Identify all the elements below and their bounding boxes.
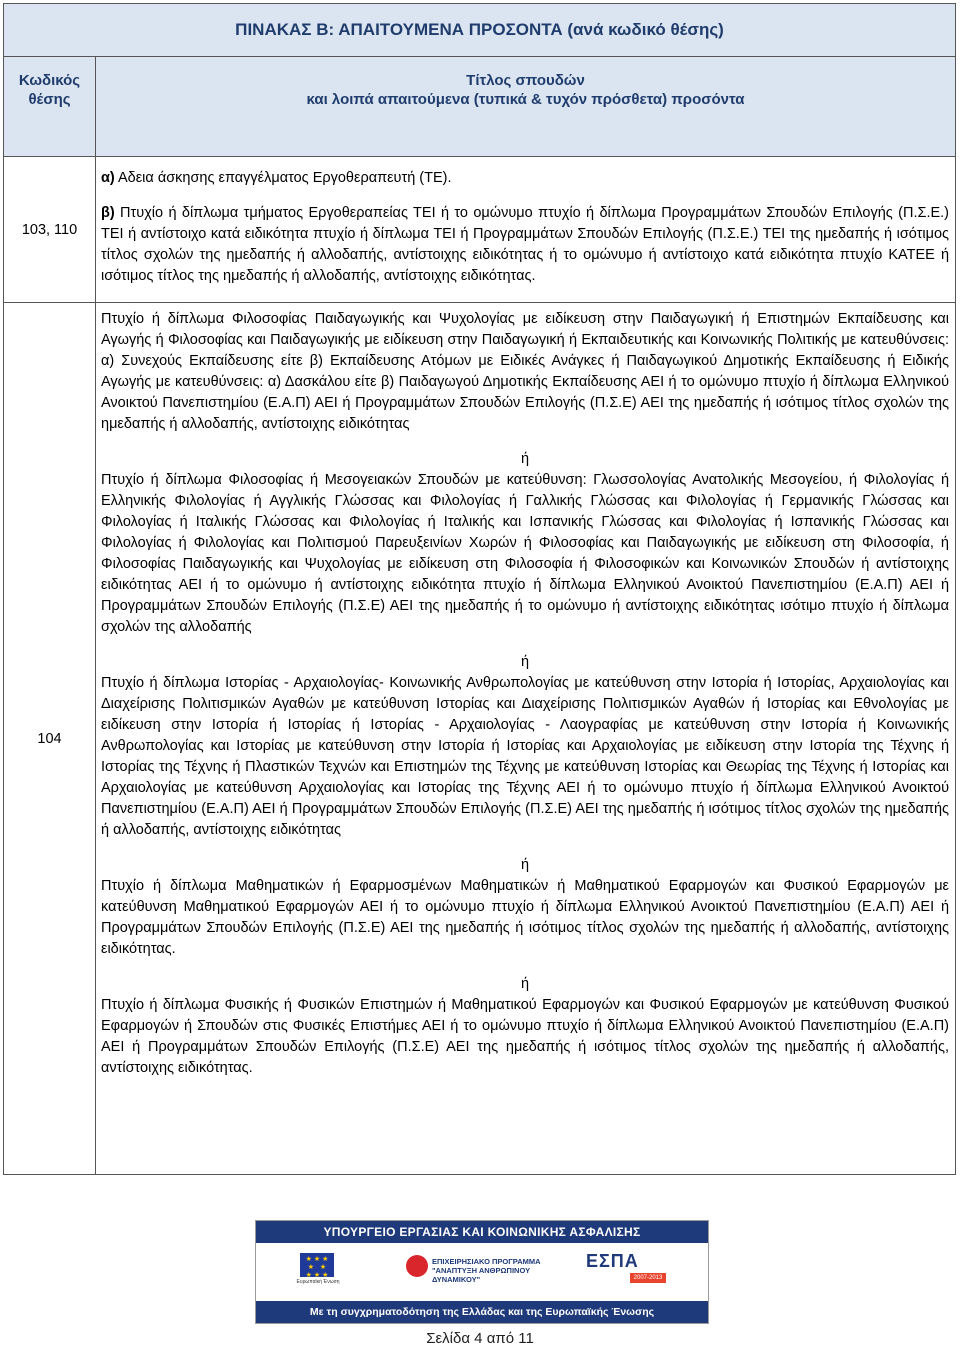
requirement-b-label: β) xyxy=(101,205,115,221)
or-separator: ή xyxy=(520,976,530,992)
requirement-a-label: α) xyxy=(101,170,115,186)
header-code xyxy=(4,57,96,157)
degree-paragraph: Πτυχίο ή δίπλωμα Ιστορίας - Αρχαιολογίας- Κοινωνικής Ανθρωπολογίας με κατεύθυνση στην Ιστορία ή Ιστορίας, Αρχαιολογίας και Διαχείρισης Πολιτισμικών Αγαθών με κατεύθυνση Ιστορίας και Διαχείρισης Πολιτισμικών Αγαθών ή Ιστορίας και Εθνολογίας με ειδίκευση στην Ιστορία ή Ιστορίας ή Ιστορίας - Αρχαιολογίας - Λαογραφίας με κατεύθυνση στην Ιστορία ή Κοινωνικής Ανθρωπολογίας και Ιστορίας με κατεύθυνση στην Ιστορία ή Ιστορίας και Αρχαιολογίας με ειδίκευση στην Ιστορία της Τέχνης ή Ιστορίας της Τέχνης ή Πλαστικών Τεχνών και Επιστημών της Τέχνης με κατεύθυνση Ιστορίας και Θεωρίας της Τέχνης ή Ιστορίας και Αρχαιολογίας με κατεύθυνση Αρχαιολογίας και Ιστορίας της Τέχνης ΑΕΙ ή το ομώνυμο πτυχίο ή δίπλωμα Ελληνικού Ανοικτού Πανεπιστημίου (Ε.Α.Π) ΑΕΙ ή Προγραμμάτων Σπουδών Επιλογής (Π.Σ.Ε) ΑΕΙ της ημεδαπής ή ισότιμος τίτλος σχολών της ημεδαπής ή αλλοδαπής, αντίστοιχης ειδικότητας xyxy=(101,675,950,838)
requirement-b xyxy=(101,203,949,287)
eu-flag-icon: ★ ★ ★ ★ ★ ★ ★ ★ xyxy=(300,1253,334,1277)
page-number: Σελίδα 4 από 11 xyxy=(426,1330,534,1347)
header-title-line1: Τίτλος σπουδών xyxy=(466,72,585,89)
program-logo-icon xyxy=(406,1255,428,1277)
requirement-a xyxy=(101,168,949,189)
header-code-line2: θέσης xyxy=(28,91,71,108)
position-code: 103, 110 xyxy=(4,157,96,303)
table-title: ΠΙΝΑΚΑΣ Β: ΑΠΑΙΤΟΥΜΕΝΑ ΠΡΟΣΟΝΤΑ (ανά κωδικό θέσης) xyxy=(4,4,956,57)
funding-logo-banner xyxy=(255,1220,709,1324)
requirement-b-text: Πτυχίο ή δίπλωμα τμήματος Εργοθεραπείας ΤΕΙ ή το ομώνυμο πτυχίο ή δίπλωμα Προγραμμάτων Σπουδών Επιλογής (Π.Σ.Ε.) ΤΕΙ ή αντίστοιχο κατά ειδικότητα πτυχίο ή δίπλωμα ΤΕΙ ή Προγραμμάτων Σπουδών Επιλογής (Π.Σ.Ε.) ΤΕΙ της ημεδαπής ή ισότιμος τίτλος σχολών της ημεδαπής ή αλλοδαπής, αντίστοιχης ειδικότητας ή το ομώνυμο ή αντίστοιχο κατά ειδικότητα πτυχίο ΚΑΤΕΕ ή ισότιμος τίτλος της ημεδαπής ή αλλοδαπής, αντίστοιχης ειδικότητας. xyxy=(101,205,950,284)
requirements-table xyxy=(3,3,956,1175)
requirements-text xyxy=(96,303,956,1175)
eu-label: Ευρωπαϊκή Ένωση xyxy=(296,1279,340,1285)
program-text: ΕΠΙΧΕΙΡΗΣΙΑΚΟ ΠΡΟΓΡΑΜΜΑ "ΑΝΑΠΤΥΞΗ ΑΝΘΡΩΠΙΝΟΥ ΔΥΝΑΜΙΚΟΥ" xyxy=(432,1257,541,1284)
position-code: 104 xyxy=(4,303,96,1175)
header-code-line1: Κωδικός xyxy=(18,72,81,89)
degree-paragraph: Πτυχίο ή δίπλωμα Φυσικής ή Φυσικών Επιστημών ή Μαθηματικού Εφαρμογών και Φυσικού Εφαρμογών με κατεύθυνση Φυσικού Εφαρμογών ή Σπουδών στις Φυσικές Επιστήμες ΑΕΙ ή το ομώνυμο πτυχίο ή δίπλωμα Ελληνικού Ανοικτού Πανεπιστημίου (Ε.Α.Π) ΑΕΙ ή Προγραμμάτων Σπουδών Επιλογής (Π.Σ.Ε) ΑΕΙ της ημεδαπής ή ισότιμος τίτλος σχολών της ημεδαπής ή αλλοδαπής, αντίστοιχης ειδικότητας. xyxy=(101,997,950,1076)
requirements-text xyxy=(96,157,956,303)
espa-text: ΕΣΠΑ xyxy=(586,1251,639,1271)
header-title xyxy=(96,57,956,157)
table-row xyxy=(4,157,956,303)
degree-paragraph: Πτυχίο ή δίπλωμα Φιλοσοφίας ή Μεσογειακών Σπουδών με κατεύθυνση: Γλωσσολογίας Ανατολικής Μεσογείου, ή Φιλολογίας ή Ελληνικής Φιλολογίας ή Αγγλικής Γλώσσας και Φιλολογίας ή Γαλλικής Γλώσσας και Φιλολογίας ή Γερμανικής Γλώσσας και Φιλολογίας ή Ιταλικής Γλώσσας και Φιλολογίας ή Ιταλικής και Ισπανικής Γλώσσας και Φιλολογίας ή Ισπανικής Γλώσσας και Φιλολογίας ή Φιλολογίας και Πολιτισμού Παρευξεινίων Χωρών ή Φιλοσοφίας και Παιδαγωγικής με ειδίκευση στη Φιλοσοφία, ή Φιλοσοφίας Παιδαγωγικής και Ψυχολογίας με ειδίκευση στη Φιλοσοφία ή Φιλοσοφικών και Κοινωνικών Σπουδών ή αντίστοιχης ειδικότητας ΑΕΙ ή το ομώνυμο ή αντίστοιχης ειδικότητα πτυχίο ή δίπλωμα Ελληνικού Ανοικτού Πανεπιστημίου (Ε.Α.Π) ΑΕΙ ή Προγραμμάτων Σπουδών Επιλογής (Π.Σ.Ε) ΑΕΙ της ημεδαπής ή το ομώνυμο ή αντίστοιχης ειδικότητας ισότιμο πτυχίο ή δίπλωμα σχολών της αλλοδαπής xyxy=(101,472,950,635)
degree-paragraph: Πτυχίο ή δίπλωμα Φιλοσοφίας Παιδαγωγικής και Ψυχολογίας με ειδίκευση στην Παιδαγωγική ή Επιστημών Εκπαίδευσης και Αγωγής ή Φιλοσοφίας και Παιδαγωγικής με ειδίκευση στην Παιδαγωγική ή Εκπαιδευτικής και Κοινωνικής Πολιτικής με κατευθύνσεις: α) Συνεχούς Εκπαίδευσης είτε β) Εκπαίδευσης Ατόμων με Ειδικές Ανάγκες ή Παιδαγωγικού Δημοτικής Εκπαίδευσης ή Ειδικής Αγωγής με κατευθύνσεις: α) Δασκάλου είτε β) Παιδαγωγού Δημοτικής Εκπαίδευσης ΑΕΙ ή το ομώνυμο πτυχίο ή δίπλωμα Ελληνικού Ανοικτού Πανεπιστημίου (Ε.Α.Π) ΑΕΙ ή Προγραμμάτων Σπουδών Επιλογής (Π.Σ.Ε) ΑΕΙ της ημεδαπής ή ισότιμος τίτλος σχολών της ημεδαπής ή αλλοδαπής, αντίστοιχης ειδικότητας xyxy=(101,311,950,432)
ministry-banner: ΥΠΟΥΡΓΕΙΟ ΕΡΓΑΣΙΑΣ ΚΑΙ ΚΟΙΝΩΝΙΚΗΣ ΑΣΦΑΛΙΣΗΣ xyxy=(256,1221,708,1243)
espa-years: 2007-2013 xyxy=(630,1273,666,1283)
program-logo xyxy=(406,1255,566,1285)
degree-paragraph: Πτυχίο ή δίπλωμα Μαθηματικών ή Εφαρμοσμένων Μαθηματικών ή Μαθηματικού Εφαρμογών και Φυσικού Εφαρμογών με κατεύθυνση Μαθηματικού Εφαρμογών ΑΕΙ ή το ομώνυμο πτυχίο ή δίπλωμα Ελληνικού Ανοικτού Πανεπιστημίου (Ε.Α.Π) ΑΕΙ ή Προγραμμάτων Σπουδών Επιλογής (Π.Σ.Ε) ΑΕΙ της ημεδαπής ή ισότιμος τίτλος σχολών της ημεδαπής ή αλλοδαπής, αντίστοιχης ειδικότητας. xyxy=(101,878,950,957)
requirement-a-text: Αδεια άσκησης επαγγέλματος Εργοθεραπευτή (ΤΕ). xyxy=(114,170,452,186)
or-separator: ή xyxy=(520,857,530,873)
table-row xyxy=(4,303,956,1175)
or-separator: ή xyxy=(520,451,530,467)
or-separator: ή xyxy=(520,654,530,670)
espa-logo xyxy=(586,1251,666,1285)
header-title-line2: και λοιπά απαιτούμενα (τυπικά & τυχόν πρόσθετα) προσόντα xyxy=(306,91,745,108)
cofunding-banner: Με τη συγχρηματοδότηση της Ελλάδας και της Ευρωπαϊκής Ένωσης xyxy=(256,1301,708,1323)
